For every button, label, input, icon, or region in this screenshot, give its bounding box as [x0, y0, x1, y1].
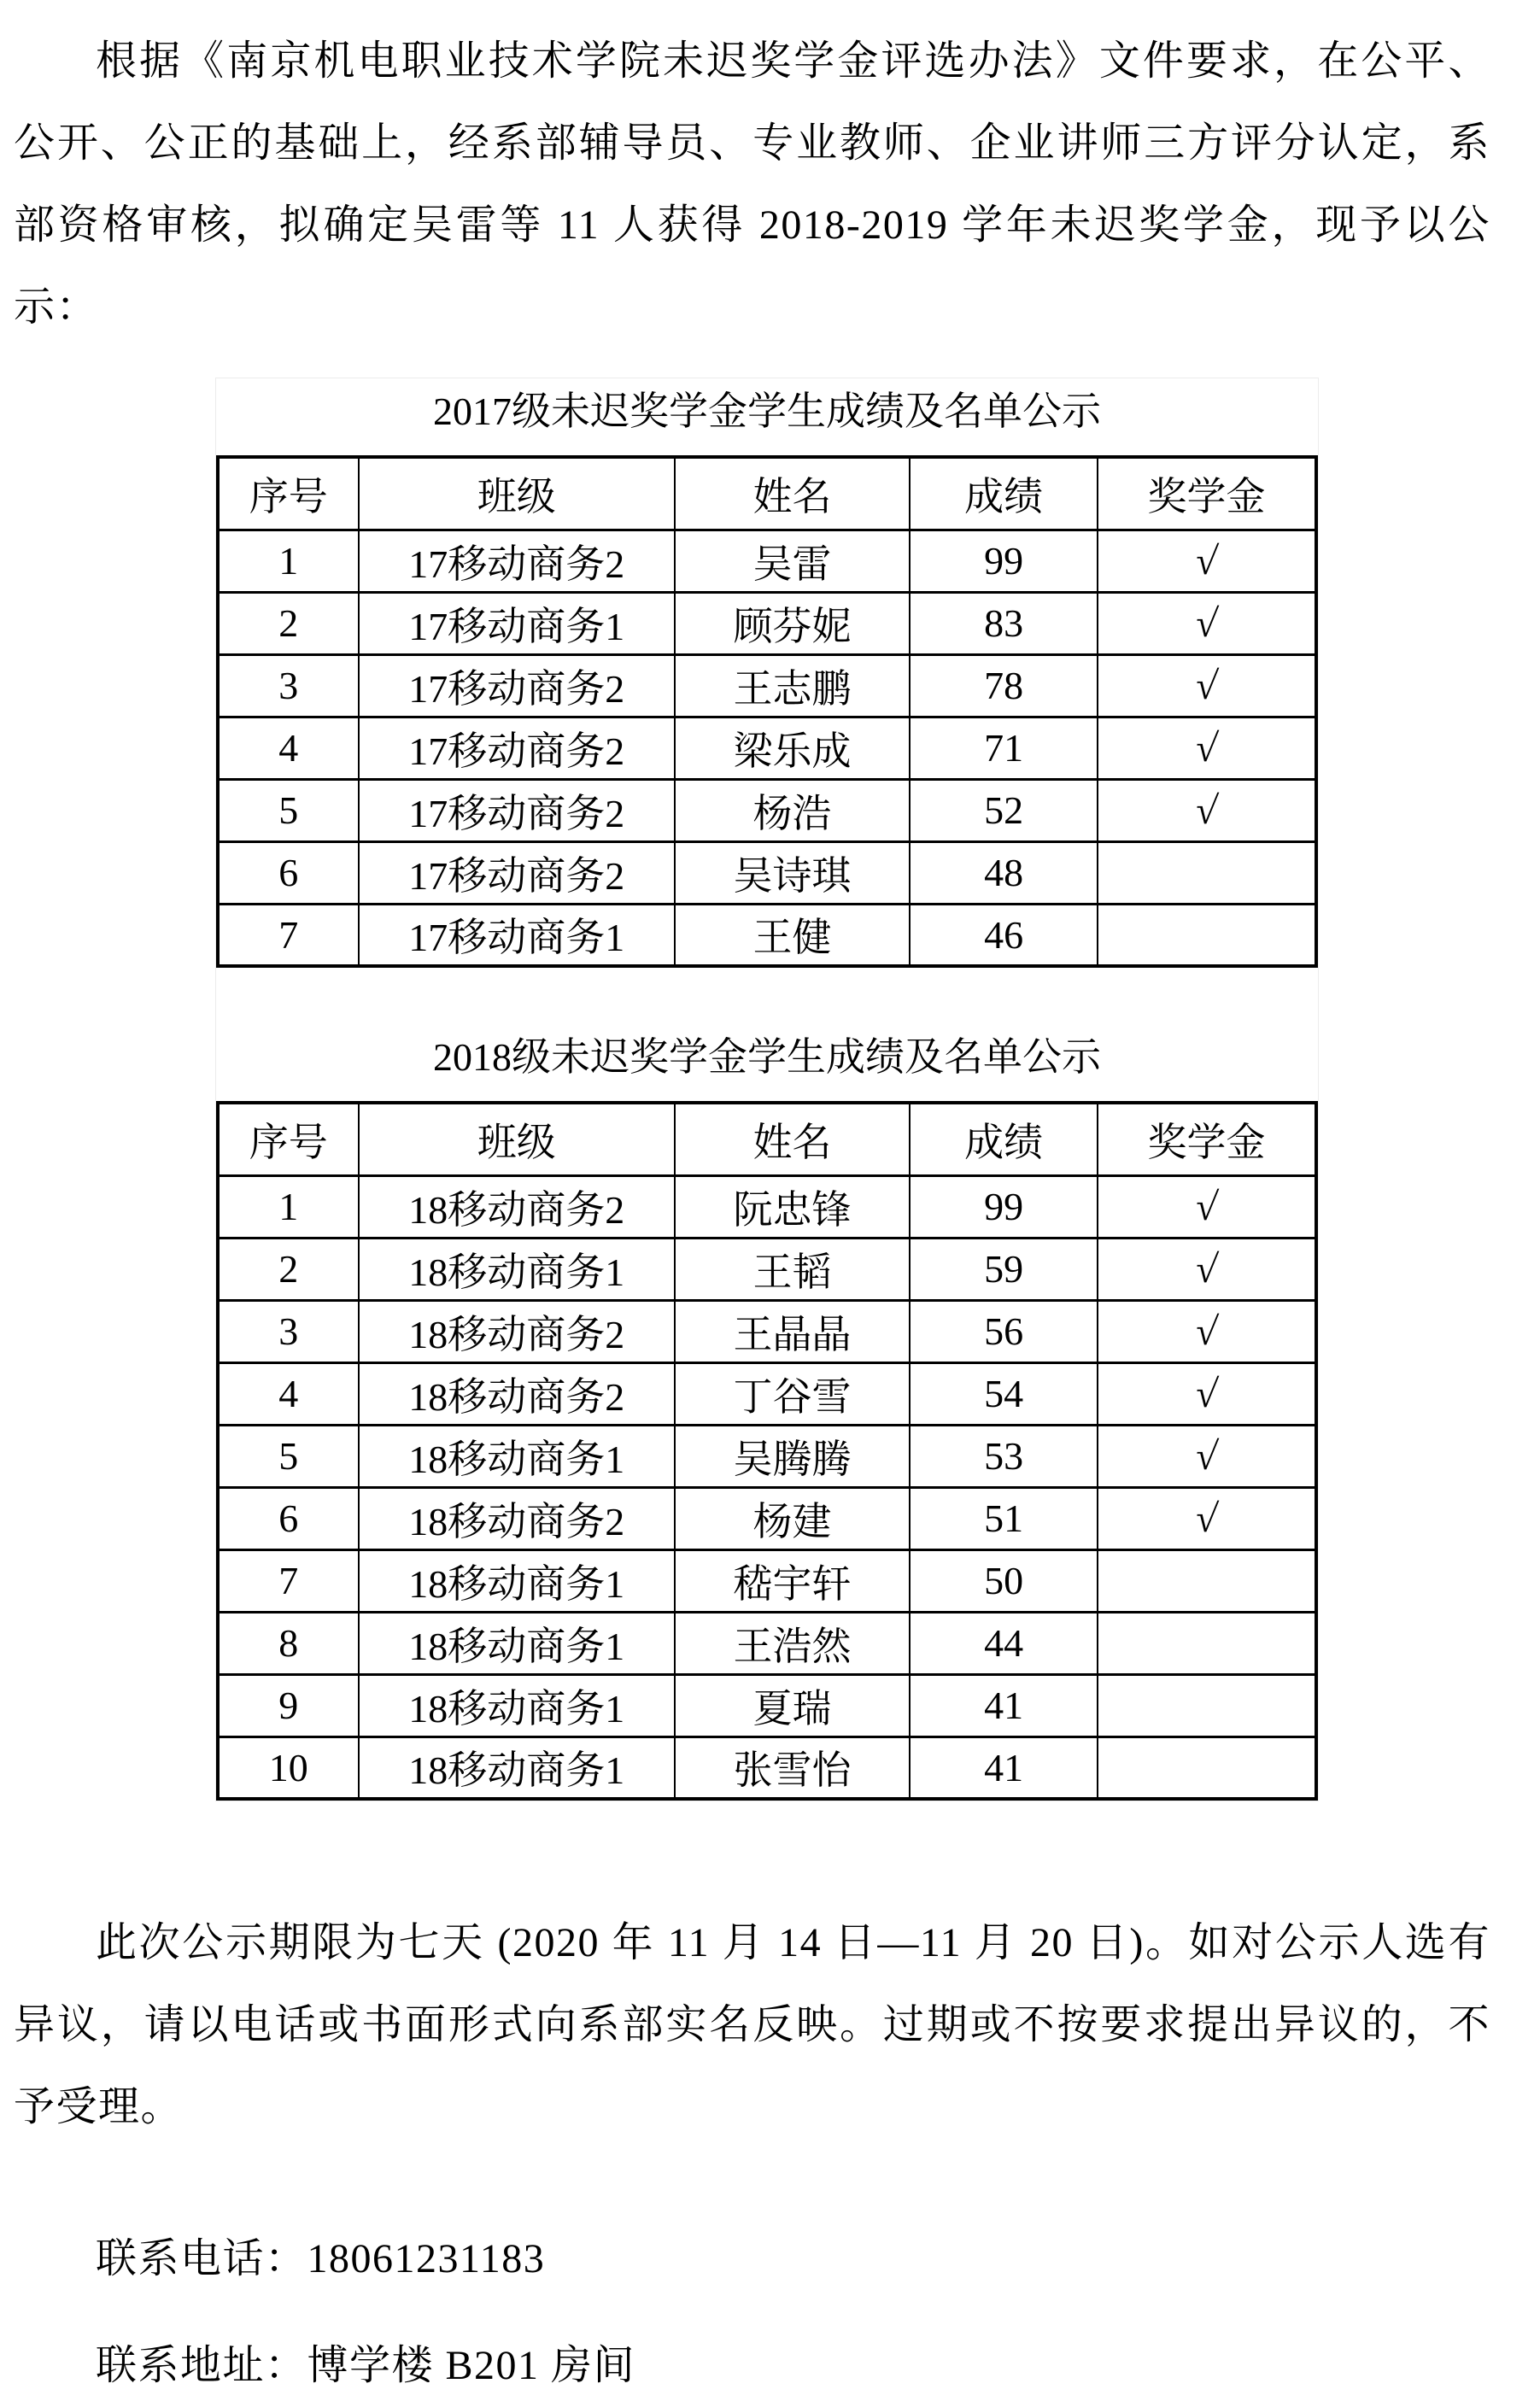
cell-score: 50	[910, 1549, 1098, 1612]
cell-index: 9	[218, 1674, 359, 1736]
table-row	[218, 1238, 1316, 1300]
cell-name: 夏瑞	[675, 1674, 910, 1736]
cell-index: 5	[218, 779, 359, 841]
table-row	[218, 530, 1316, 592]
cell-score: 59	[910, 1238, 1098, 1300]
table-row	[218, 1736, 1316, 1799]
scholarship-cell	[1098, 1300, 1316, 1362]
closing-paragraph: 此次公示期限为七天 (2020 年 11 月 14 日—11 月 20 日)。如对公示人选有异议，请以电话或书面形式向系部实名反映。过期或不按要求提出异议的，不予受理。	[14, 1920, 1490, 2129]
checkmark-icon: √	[1193, 1185, 1220, 1228]
column-header-index: 序号	[218, 1103, 359, 1175]
cell-class: 18移动商务2	[359, 1362, 675, 1425]
cell-index: 2	[218, 1238, 359, 1300]
table-row	[218, 841, 1316, 904]
checkmark-icon: √	[1193, 1434, 1220, 1478]
table-header-row	[218, 457, 1316, 530]
checkmark-icon: √	[1193, 726, 1220, 770]
cell-class: 17移动商务2	[359, 717, 675, 779]
scholarship-cell	[1098, 1362, 1316, 1425]
cell-name: 王浩然	[675, 1612, 910, 1674]
checkmark-icon: √	[1193, 664, 1220, 707]
cell-name: 王健	[675, 904, 910, 966]
table-row	[218, 1612, 1316, 1674]
cell-score: 54	[910, 1362, 1098, 1425]
cell-class: 18移动商务1	[359, 1425, 675, 1487]
score-table-2017	[216, 455, 1318, 968]
cell-score: 44	[910, 1612, 1098, 1674]
cell-class: 18移动商务1	[359, 1736, 675, 1799]
scholarship-cell	[1098, 1175, 1316, 1238]
checkmark-icon: √	[1193, 1496, 1220, 1540]
cell-class: 18移动商务2	[359, 1175, 675, 1238]
cell-name: 张雪怡	[675, 1736, 910, 1799]
cell-score: 83	[910, 592, 1098, 654]
table-row	[218, 1674, 1316, 1736]
cell-name: 王晶晶	[675, 1300, 910, 1362]
cell-class: 17移动商务2	[359, 530, 675, 592]
column-header-name: 姓名	[675, 1103, 910, 1175]
cell-class: 18移动商务2	[359, 1300, 675, 1362]
cell-index: 3	[218, 1300, 359, 1362]
column-header-score: 成绩	[910, 457, 1098, 530]
cell-name: 王志鹏	[675, 654, 910, 717]
cell-score: 53	[910, 1425, 1098, 1487]
table-row	[218, 1549, 1316, 1612]
table-row	[218, 592, 1316, 654]
cell-class: 17移动商务2	[359, 654, 675, 717]
cell-class: 18移动商务1	[359, 1238, 675, 1300]
cell-score: 52	[910, 779, 1098, 841]
cell-class: 18移动商务1	[359, 1674, 675, 1736]
score-table-2018	[216, 1101, 1318, 1801]
scholarship-cell-empty	[1098, 1549, 1316, 1612]
table-row	[218, 1300, 1316, 1362]
scholarship-cell	[1098, 530, 1316, 592]
table-header-row	[218, 1103, 1316, 1175]
scholarship-cell-empty	[1098, 841, 1316, 904]
cell-score: 41	[910, 1736, 1098, 1799]
cell-index: 10	[218, 1736, 359, 1799]
cell-class: 17移动商务2	[359, 841, 675, 904]
cell-class: 17移动商务1	[359, 592, 675, 654]
cell-class: 18移动商务2	[359, 1487, 675, 1549]
cell-index: 6	[218, 841, 359, 904]
cell-score: 46	[910, 904, 1098, 966]
table-row	[218, 1362, 1316, 1425]
contact-address: 联系地址：博学楼 B201 房间	[96, 2343, 636, 2388]
scholarship-cell-empty	[1098, 1612, 1316, 1674]
scholarship-cell	[1098, 779, 1316, 841]
cell-name: 梁乐成	[675, 717, 910, 779]
cell-score: 99	[910, 530, 1098, 592]
table-row	[218, 904, 1316, 966]
cell-score: 41	[910, 1674, 1098, 1736]
cell-name: 嵇宇轩	[675, 1549, 910, 1612]
cell-index: 4	[218, 717, 359, 779]
scholarship-cell	[1098, 1238, 1316, 1300]
checkmark-icon: √	[1193, 539, 1220, 583]
table-row	[218, 654, 1316, 717]
cell-index: 7	[218, 904, 359, 966]
cell-class: 18移动商务1	[359, 1549, 675, 1612]
column-header-name: 姓名	[675, 457, 910, 530]
cell-index: 3	[218, 654, 359, 717]
scholarship-cell-empty	[1098, 904, 1316, 966]
scholarship-cell	[1098, 592, 1316, 654]
cell-name: 杨建	[675, 1487, 910, 1549]
cell-name: 吴诗琪	[675, 841, 910, 904]
cell-index: 7	[218, 1549, 359, 1612]
tables-block	[215, 378, 1319, 1801]
cell-name: 杨浩	[675, 779, 910, 841]
column-header-score: 成绩	[910, 1103, 1098, 1175]
cell-score: 99	[910, 1175, 1098, 1238]
cell-index: 6	[218, 1487, 359, 1549]
cell-index: 2	[218, 592, 359, 654]
column-header-class: 班级	[359, 457, 675, 530]
cell-score: 51	[910, 1487, 1098, 1549]
column-header-index: 序号	[218, 457, 359, 530]
column-header-class: 班级	[359, 1103, 675, 1175]
cell-score: 71	[910, 717, 1098, 779]
checkmark-icon: √	[1193, 1372, 1220, 1415]
table-row	[218, 717, 1316, 779]
table-row	[218, 1425, 1316, 1487]
table-section-2017	[216, 378, 1318, 968]
cell-score: 56	[910, 1300, 1098, 1362]
cell-index: 5	[218, 1425, 359, 1487]
table-section-2018	[216, 968, 1318, 1801]
scholarship-cell	[1098, 717, 1316, 779]
column-header-scholarship: 奖学金	[1098, 457, 1316, 530]
scholarship-cell	[1098, 1487, 1316, 1549]
table-row	[218, 779, 1316, 841]
checkmark-icon: √	[1193, 1247, 1220, 1291]
cell-name: 顾芬妮	[675, 592, 910, 654]
checkmark-icon: √	[1193, 601, 1220, 645]
cell-class: 17移动商务1	[359, 904, 675, 966]
table-title-2018: 2018级未迟奖学金学生成绩及名单公示	[433, 1035, 1101, 1079]
cell-name: 阮忠锋	[675, 1175, 910, 1238]
cell-index: 8	[218, 1612, 359, 1674]
cell-index: 1	[218, 530, 359, 592]
scholarship-cell-empty	[1098, 1736, 1316, 1799]
cell-class: 17移动商务2	[359, 779, 675, 841]
checkmark-icon: √	[1193, 788, 1220, 832]
cell-index: 4	[218, 1362, 359, 1425]
table-row	[218, 1175, 1316, 1238]
cell-name: 王韬	[675, 1238, 910, 1300]
contact-phone: 联系电话：18061231183	[96, 2236, 546, 2281]
table-row	[218, 1487, 1316, 1549]
table-title-2017: 2017级未迟奖学金学生成绩及名单公示	[433, 389, 1101, 433]
column-header-scholarship: 奖学金	[1098, 1103, 1316, 1175]
scholarship-cell	[1098, 654, 1316, 717]
cell-index: 1	[218, 1175, 359, 1238]
intro-paragraph: 根据《南京机电职业技术学院未迟奖学金评选办法》文件要求，在公平、公开、公正的基础上，经系部辅导员、专业教师、企业讲师三方评分认定，系部资格审核，拟确定吴雷等 11 人获得 2018-2019 学年未迟奖学金，现予以公示：	[14, 38, 1490, 330]
scholarship-cell	[1098, 1425, 1316, 1487]
cell-name: 吴腾腾	[675, 1425, 910, 1487]
cell-score: 48	[910, 841, 1098, 904]
cell-name: 吴雷	[675, 530, 910, 592]
cell-class: 18移动商务1	[359, 1612, 675, 1674]
checkmark-icon: √	[1193, 1309, 1220, 1353]
cell-score: 78	[910, 654, 1098, 717]
scholarship-cell-empty	[1098, 1674, 1316, 1736]
cell-name: 丁谷雪	[675, 1362, 910, 1425]
